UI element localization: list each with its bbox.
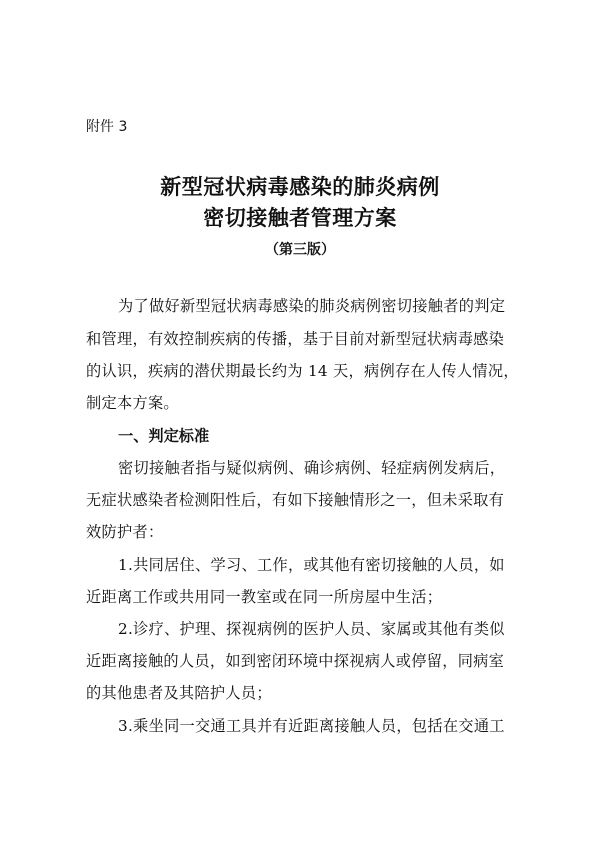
attachment-label: 附件 3	[86, 119, 128, 135]
intro-line: 的认识，疾病的潜伏期最长约为 14 天，病例存在人传人情况，	[86, 362, 519, 380]
edition-label: （第三版）	[265, 242, 335, 258]
document-title-line-2: 密切接触者管理方案	[203, 206, 397, 230]
list-item-line: 的其他患者及其陪护人员；	[86, 684, 272, 702]
intro-line: 制定本方案。	[86, 394, 179, 412]
definition-line: 效防护者：	[86, 523, 164, 541]
list-item-line: 2.诊疗、护理、探视病例的医护人员、家属或其他有类似	[118, 620, 505, 638]
definition-line: 密切接触者指与疑似病例、确诊病例、轻症病例发病后，	[118, 459, 506, 477]
intro-line: 和管理，有效控制疾病的传播，基于目前对新型冠状病毒感染	[86, 330, 505, 348]
list-item-line: 近距离接触的人员，如到密闭环境中探视病人或停留，同病室	[86, 652, 505, 670]
intro-line: 为了做好新型冠状病毒感染的肺炎病例密切接触者的判定	[118, 297, 506, 315]
list-item-line: 近距离工作或共用同一教室或在同一所房屋中生活；	[86, 588, 443, 606]
document-title-line-1: 新型冠状病毒感染的肺炎病例	[160, 175, 440, 199]
definition-line: 无症状感染者检测阳性后，有如下接触情形之一，但未采取有	[86, 491, 505, 509]
list-item-line: 3.乘坐同一交通工具并有近距离接触人员，包括在交通工	[118, 717, 505, 735]
list-item-line: 1.共同居住、学习、工作，或其他有密切接触的人员，如	[118, 556, 505, 574]
section-heading: 一、判定标准	[118, 427, 210, 445]
